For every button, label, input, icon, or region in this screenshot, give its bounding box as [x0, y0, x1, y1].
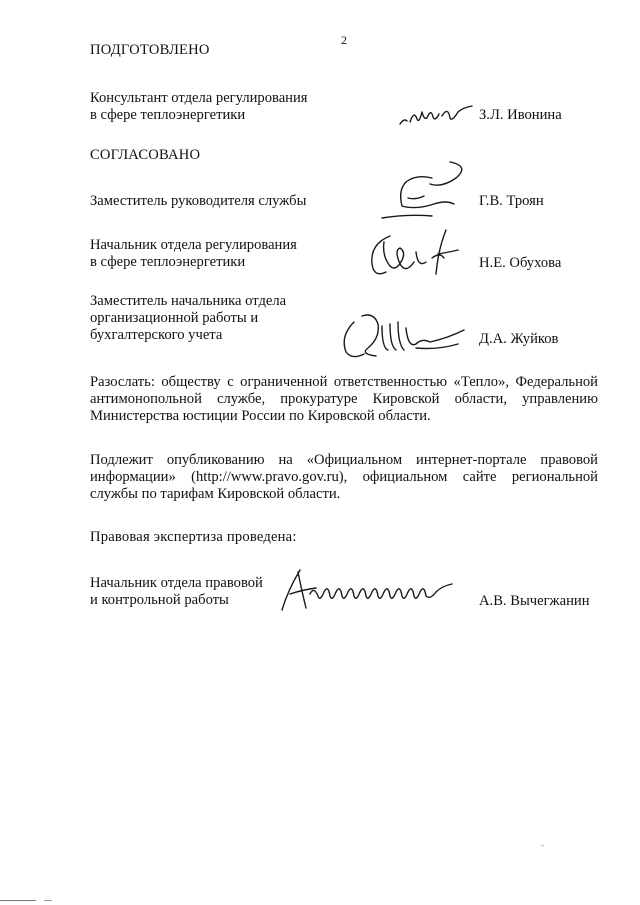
signature-obukhova — [360, 222, 468, 284]
signer-position: Заместитель начальника отдела организационной работы и бухгалтерского учета — [90, 293, 287, 343]
signature-ivonina — [398, 100, 476, 130]
page-number: 2 — [341, 33, 347, 47]
signer-name: З.Л. Ивонина — [479, 107, 562, 123]
scan-artifact — [541, 844, 544, 846]
signature-zhuykov — [338, 308, 472, 362]
signer-position: Заместитель руководителя службы — [90, 193, 307, 209]
signer-name: Н.Е. Обухова — [479, 255, 562, 271]
scan-artifact — [44, 900, 52, 901]
signer-position: Начальник отдела правовой и контрольной работы — [90, 575, 263, 608]
signer-position: Консультант отдела регулирования в сфере теплоэнергетики — [90, 90, 308, 123]
signer-name: А.В. Вычегжанин — [479, 593, 590, 609]
legal-review-statement: Правовая экспертиза проведена: — [90, 529, 297, 545]
signer-name: Г.В. Троян — [479, 193, 544, 209]
agreed-heading: СОГЛАСОВАНО — [90, 147, 201, 163]
distribution-text: Разослать: обществу с ограниченной ответственностью «Тепло», Федеральной антимонопольной службе, прокуратуре Кировской области, управлению Министерства юстиции России по Кировской области. — [90, 374, 598, 424]
publication-text: Подлежит опубликованию на «Официальном интернет-портале правовой информации» (http://www.pravo.gov.ru), официальном сайте региональной службы по тарифам Кировской области. — [90, 452, 598, 502]
signature-troyan — [372, 160, 476, 222]
signature-vychegzhanin — [276, 564, 458, 614]
prepared-heading: ПОДГОТОВЛЕНО — [90, 42, 210, 58]
scan-artifact — [0, 900, 36, 901]
signer-name: Д.А. Жуйков — [479, 331, 559, 347]
signer-position: Начальник отдела регулирования в сфере теплоэнергетики — [90, 237, 297, 270]
